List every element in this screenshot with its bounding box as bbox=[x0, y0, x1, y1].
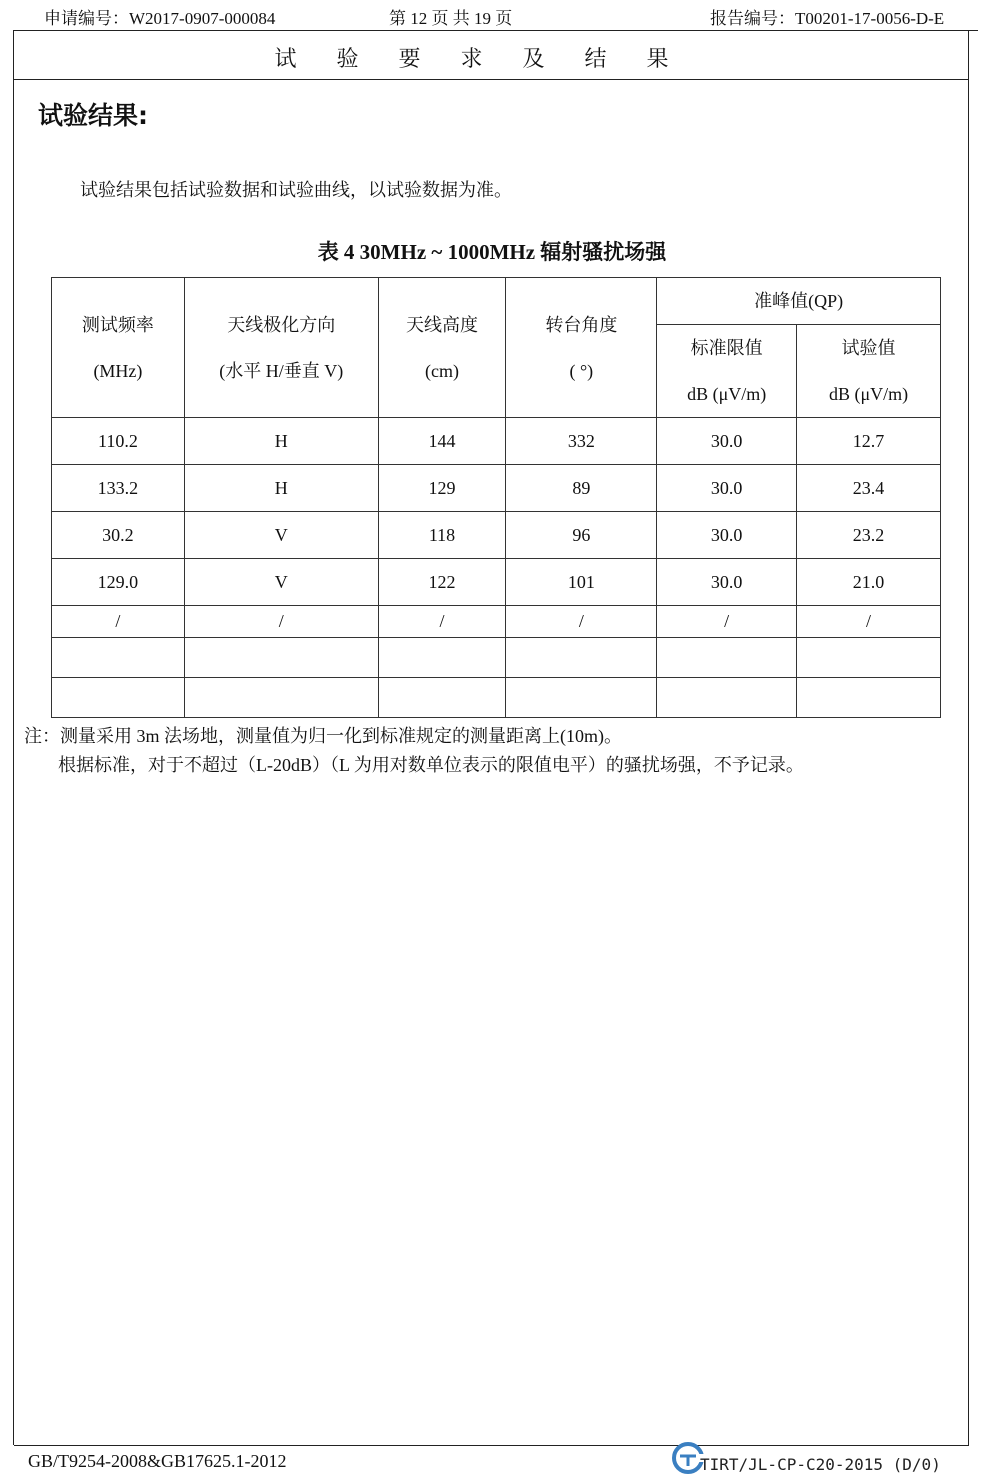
note-line-2: 根据标准，对于不超过（L-20dB）（L 为用对数单位表示的限值电平）的骚扰场强，不予记录。 bbox=[58, 755, 804, 775]
table-note bbox=[24, 722, 804, 780]
cell-angle: 96 bbox=[506, 512, 657, 559]
table-row-empty bbox=[52, 638, 941, 678]
results-table bbox=[51, 277, 941, 718]
cell-polarization: V bbox=[184, 512, 378, 559]
header-frequency: 测试频率 (MHz) bbox=[52, 278, 185, 418]
cell-polarization: H bbox=[184, 465, 378, 512]
cell-value: 21.0 bbox=[797, 559, 941, 606]
note-line-1: 注：测量采用 3m 法场地，测量值为归一化到标准规定的测量距离上(10m)。 bbox=[24, 726, 622, 746]
header-test-value: 试验值 dB (μV/m) bbox=[797, 325, 941, 418]
section-heading: 试验结果: bbox=[38, 101, 148, 130]
table-row bbox=[52, 606, 941, 638]
intro-paragraph: 试验结果包括试验数据和试验曲线，以试验数据为准。 bbox=[80, 180, 512, 200]
cell-value: 23.4 bbox=[797, 465, 941, 512]
table-row bbox=[52, 418, 941, 465]
footer-standard: GB/T9254-2008&GB17625.1-2012 bbox=[28, 1451, 287, 1471]
report-number: 报告编号：T00201-17-0056-D-E bbox=[710, 9, 945, 28]
bottom-rule bbox=[14, 1445, 969, 1446]
header-antenna-height: 天线高度 (cm) bbox=[378, 278, 506, 418]
cell-frequency: / bbox=[52, 606, 185, 638]
page-banner: 试验要求及结果 bbox=[274, 46, 709, 71]
cell-height: / bbox=[378, 606, 506, 638]
cell-limit: 30.0 bbox=[657, 559, 797, 606]
cell-frequency: 110.2 bbox=[52, 418, 185, 465]
cell-value: 23.2 bbox=[797, 512, 941, 559]
cell-frequency: 129.0 bbox=[52, 559, 185, 606]
cell-frequency: 133.2 bbox=[52, 465, 185, 512]
cell-frequency: 30.2 bbox=[52, 512, 185, 559]
cell-angle: 101 bbox=[506, 559, 657, 606]
footer-form-code: TIRT/JL-CP-C20-2015 (D/0) bbox=[700, 1455, 941, 1474]
cell-limit: 30.0 bbox=[657, 512, 797, 559]
top-rule bbox=[14, 30, 978, 31]
page-indicator: 第 12 页 共 19 页 bbox=[389, 9, 513, 28]
table-row-empty bbox=[52, 678, 941, 718]
cell-limit: / bbox=[657, 606, 797, 638]
cell-angle: / bbox=[506, 606, 657, 638]
table-caption: 表 4 30MHz ~ 1000MHz 辐射骚扰场强 bbox=[317, 240, 667, 264]
cell-polarization: H bbox=[184, 418, 378, 465]
header-polarization: 天线极化方向 (水平 H/垂直 V) bbox=[184, 278, 378, 418]
application-number: 申请编号：W2017-0907-000084 bbox=[44, 9, 276, 28]
header-turntable-angle: 转台角度 ( °) bbox=[506, 278, 657, 418]
cell-angle: 332 bbox=[506, 418, 657, 465]
cell-limit: 30.0 bbox=[657, 465, 797, 512]
cell-polarization: / bbox=[184, 606, 378, 638]
table-row bbox=[52, 512, 941, 559]
table-row bbox=[52, 465, 941, 512]
cell-limit: 30.0 bbox=[657, 418, 797, 465]
cell-value: / bbox=[797, 606, 941, 638]
header-quasi-peak: 准峰值(QP) bbox=[657, 278, 941, 325]
cell-height: 118 bbox=[378, 512, 506, 559]
cell-angle: 89 bbox=[506, 465, 657, 512]
table-row bbox=[52, 559, 941, 606]
cell-height: 122 bbox=[378, 559, 506, 606]
cell-height: 129 bbox=[378, 465, 506, 512]
header-limit: 标准限值 dB (μV/m) bbox=[657, 325, 797, 418]
left-rule bbox=[13, 79, 14, 1445]
cell-polarization: V bbox=[184, 559, 378, 606]
banner-rule bbox=[14, 79, 969, 80]
cell-height: 144 bbox=[378, 418, 506, 465]
cell-value: 12.7 bbox=[797, 418, 941, 465]
